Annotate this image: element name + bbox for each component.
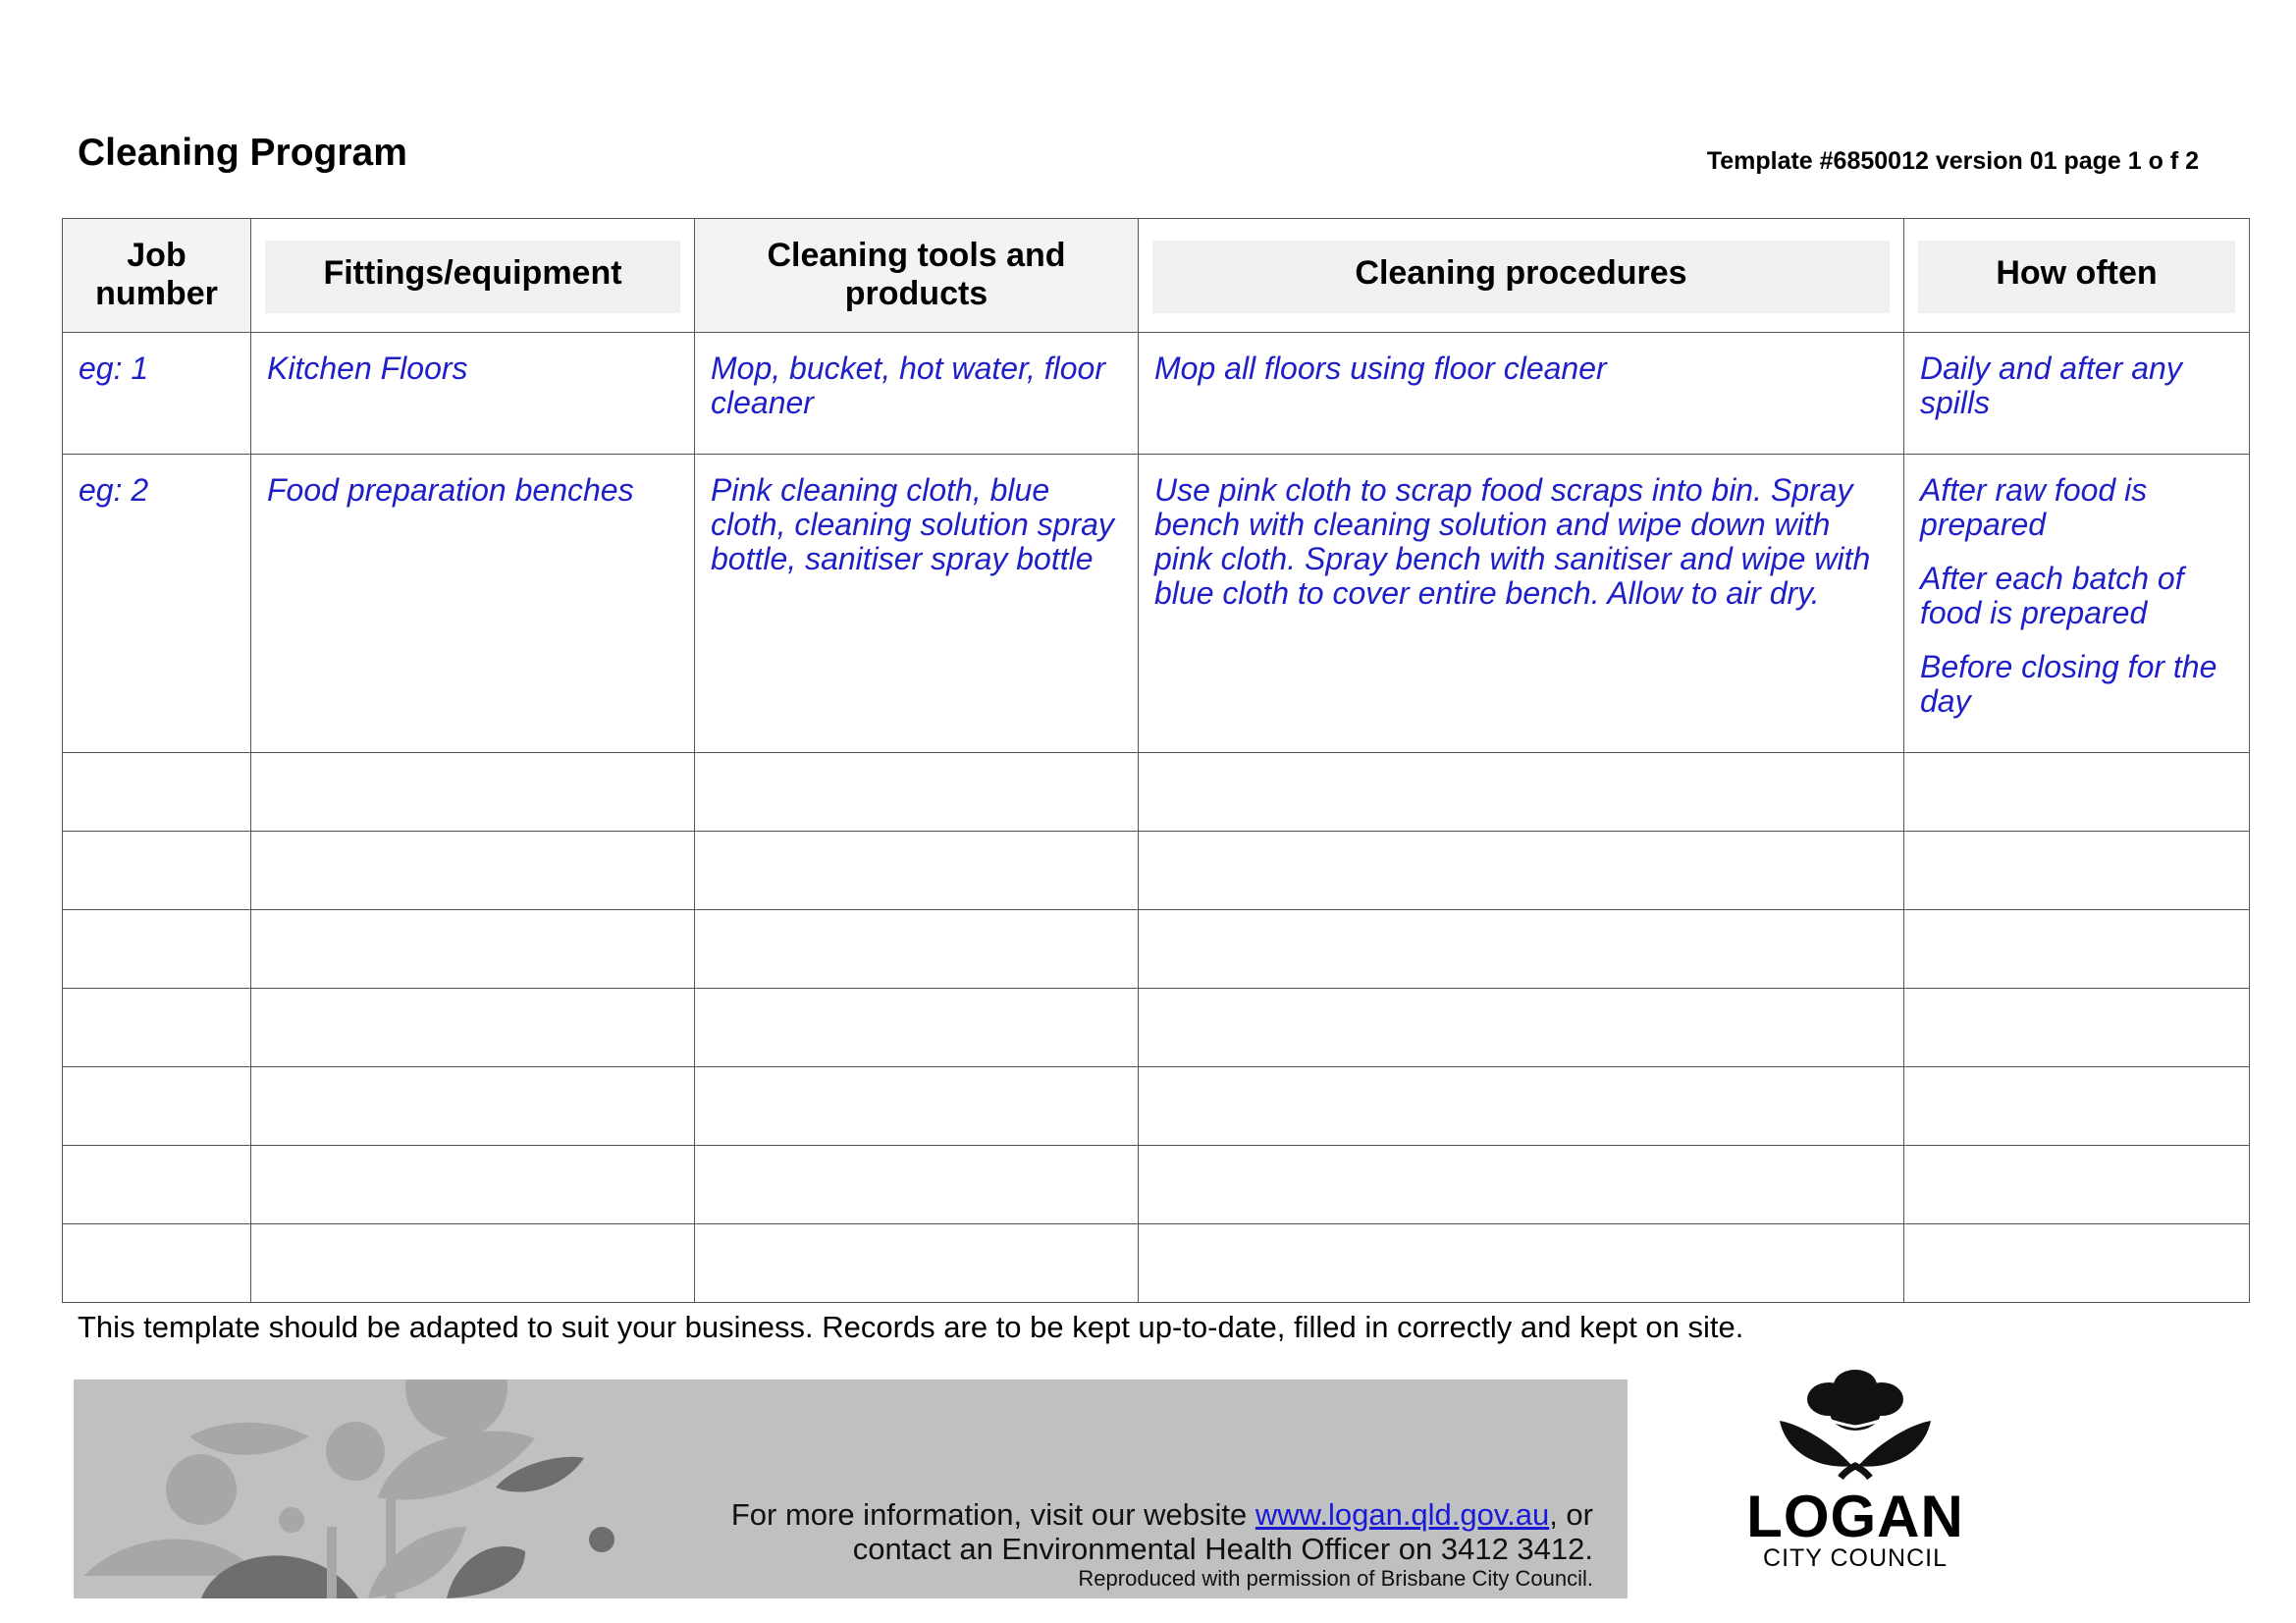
cell-tools[interactable] [695,1224,1139,1303]
cell-frequency[interactable] [1904,910,2250,989]
banner-line-phone: contact an Environmental Health Officer on 3412 3412. [852,1532,1593,1566]
col-header-how-often-label: How often [1918,241,2235,313]
cell-job-number[interactable]: eg: 1 [63,333,251,455]
frequency-line: Before closing for the day [1920,649,2217,719]
table-row [63,910,2250,989]
website-link[interactable]: www.logan.qld.gov.au [1255,1497,1550,1532]
cleaning-program-table [62,218,2250,1303]
cell-tools[interactable]: Pink cleaning cloth, blue cloth, cleaning solution spray bottle, sanitiser spray bottle [695,455,1139,753]
cell-equipment[interactable]: Kitchen Floors [251,333,695,455]
cell-procedure[interactable] [1139,1224,1904,1303]
frequency-line: Daily and after any spills [1920,351,2182,420]
col-header-fittings [251,219,695,333]
table-row [63,989,2250,1067]
banner-contact-text [731,1497,1593,1592]
cell-equipment[interactable] [251,989,695,1067]
col-header-procedures-label: Cleaning procedures [1152,241,1890,313]
leaf-pattern-graphic [74,1380,702,1598]
table-row [63,753,2250,832]
lotus-flower-icon [1772,1368,1939,1488]
cell-procedure[interactable] [1139,910,1904,989]
cell-frequency[interactable] [1904,1067,2250,1146]
cell-procedure[interactable]: Use pink cloth to scrap food scraps into bin. Spray bench with cleaning solution and wipe down with pink cloth. Spray bench with sanitiser and wipe with blue cloth to cover entire bench. Allow to air dry. [1139,455,1904,753]
logan-city-council-logo [1742,1368,1968,1584]
col-header-fittings-label: Fittings/equipment [265,241,680,313]
cell-job-number[interactable] [63,989,251,1067]
col-header-tools: Cleaning tools and products [695,219,1139,333]
cell-frequency[interactable] [1904,832,2250,910]
cell-tools[interactable]: Mop, bucket, hot water, floor cleaner [695,333,1139,455]
cell-equipment[interactable] [251,1146,695,1224]
cell-equipment[interactable] [251,753,695,832]
col-header-procedures [1139,219,1904,333]
cell-job-number[interactable] [63,1067,251,1146]
cell-tools[interactable] [695,832,1139,910]
cell-job-number[interactable] [63,832,251,910]
cell-tools[interactable] [695,1067,1139,1146]
cell-tools[interactable] [695,910,1139,989]
banner-permission-note: Reproduced with permission of Brisbane City Council. [1078,1566,1593,1591]
cell-equipment[interactable] [251,1224,695,1303]
cell-job-number[interactable] [63,1224,251,1303]
table-header-row [63,219,2250,333]
cell-tools[interactable] [695,1146,1139,1224]
table-row [63,333,2250,455]
table-row [63,455,2250,753]
banner-line-website [731,1497,1593,1532]
frequency-line: After raw food is prepared [1920,472,2148,542]
cell-job-number[interactable] [63,910,251,989]
banner-line1-prefix: For more information, visit our website [730,1497,1255,1532]
frequency-line: After each batch of food is prepared [1920,561,2184,630]
cell-procedure[interactable] [1139,989,1904,1067]
logo-subtitle: CITY COUNCIL [1763,1544,1948,1572]
footnote: This template should be adapted to suit your business. Records are to be kept up-to-date, filled in correctly and kept on site. [78,1310,1744,1344]
info-banner [74,1380,1628,1598]
cell-tools[interactable] [695,989,1139,1067]
cell-frequency[interactable] [1904,1146,2250,1224]
cell-equipment[interactable] [251,1067,695,1146]
blank-rows [63,753,2250,1303]
banner-line1-suffix: , or [1549,1497,1593,1532]
cell-equipment[interactable] [251,832,695,910]
cell-job-number[interactable] [63,1146,251,1224]
cell-equipment[interactable] [251,910,695,989]
page-title: Cleaning Program [78,132,407,174]
cell-frequency[interactable] [1904,989,2250,1067]
cell-frequency[interactable] [1904,455,2250,753]
cell-procedure[interactable] [1139,832,1904,910]
col-header-how-often [1904,219,2250,333]
cell-procedure[interactable]: Mop all floors using floor cleaner [1139,333,1904,455]
cell-frequency[interactable] [1904,1224,2250,1303]
col-header-job-number: Job number [63,219,251,333]
table-row [63,1224,2250,1303]
cell-tools[interactable] [695,753,1139,832]
table-row [63,832,2250,910]
logo-wordmark: LOGAN [1746,1484,1964,1549]
template-reference: Template #6850012 version 01 page 1 o f 2 [1706,147,2199,175]
cell-equipment[interactable]: Food preparation benches [251,455,695,753]
table-row [63,1067,2250,1146]
cell-procedure[interactable] [1139,1067,1904,1146]
table-row [63,1146,2250,1224]
cell-frequency[interactable] [1904,333,2250,455]
cell-job-number[interactable]: eg: 2 [63,455,251,753]
cell-frequency[interactable] [1904,753,2250,832]
cell-procedure[interactable] [1139,753,1904,832]
cell-job-number[interactable] [63,753,251,832]
cell-procedure[interactable] [1139,1146,1904,1224]
